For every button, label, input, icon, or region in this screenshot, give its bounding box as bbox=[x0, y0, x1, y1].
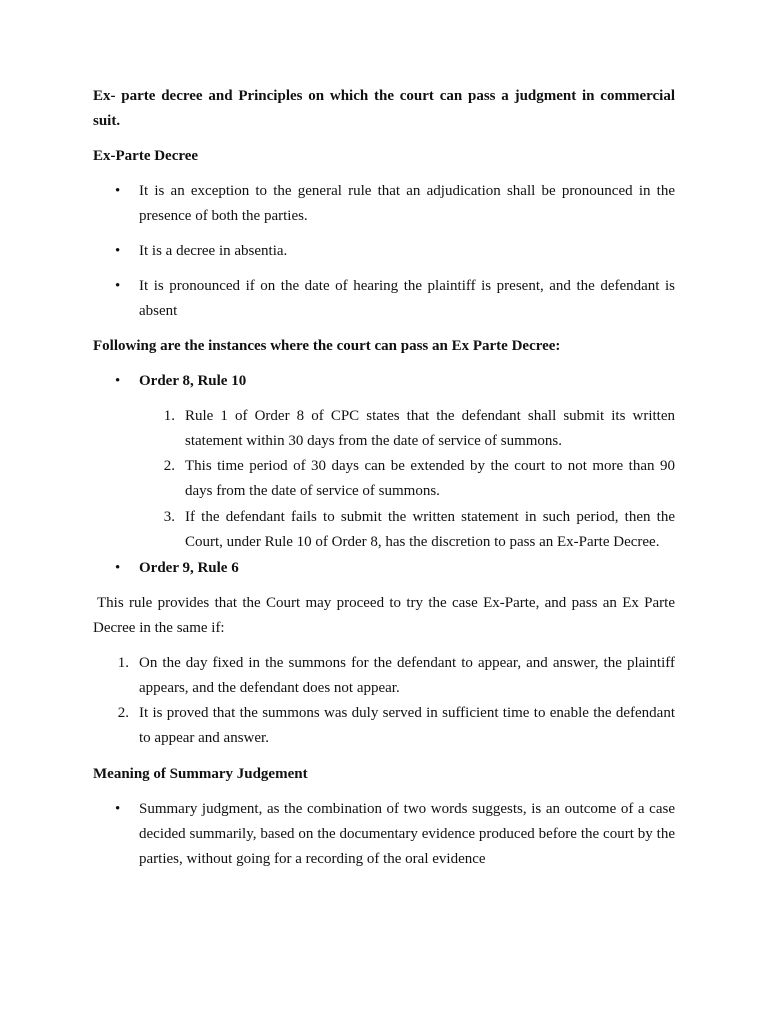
bullet-marker bbox=[115, 556, 123, 581]
bullet-marker bbox=[115, 274, 123, 299]
order-9-label: Order 9, Rule 6 bbox=[139, 560, 239, 576]
numbered-item: This time period of 30 days can be extended by the court to not more than 90 days from the date of service of summons. bbox=[185, 458, 675, 499]
numbered-item: If the defendant fails to submit the written statement in such period, then the Court, under Rule 10 of Order 8, has the discretion to pass an Ex-Parte Decree. bbox=[185, 509, 675, 550]
list-number: 3. bbox=[163, 509, 175, 525]
list-number: 2. bbox=[163, 458, 175, 474]
bullet-marker bbox=[115, 797, 123, 822]
numbered-item: Rule 1 of Order 8 of CPC states that the defendant shall submit its written statement within 30 days from the date of service of summons. bbox=[185, 408, 675, 449]
list-number: 1. bbox=[163, 408, 175, 424]
list-number: 2. bbox=[117, 705, 129, 721]
section-heading-summary: Meaning of Summary Judgement bbox=[93, 766, 308, 782]
order-8-label: Order 8, Rule 10 bbox=[139, 373, 247, 389]
numbered-item: It is proved that the summons was duly served in sufficient time to enable the defendant to appear and answer. bbox=[139, 705, 675, 746]
list-number: 1. bbox=[117, 655, 129, 671]
document-title: Ex- parte decree and Principles on which the court can pass a judgment in commercial suit. bbox=[93, 88, 675, 129]
list-item: It is an exception to the general rule that an adjudication shall be pronounced in the presence of both the parties. bbox=[139, 183, 675, 224]
list-item: It is pronounced if on the date of hearing the plaintiff is present, and the defendant is absent bbox=[139, 278, 675, 319]
order-9-intro: This rule provides that the Court may proceed to try the case Ex-Parte, and pass an Ex Parte Decree in the same if: bbox=[93, 595, 675, 636]
bullet-marker bbox=[115, 179, 123, 204]
instances-heading: Following are the instances where the court can pass an Ex Parte Decree: bbox=[93, 338, 561, 354]
section-heading-ex-parte: Ex-Parte Decree bbox=[93, 148, 199, 164]
list-item: Summary judgment, as the combination of two words suggests, is an outcome of a case decided summarily, based on the documentary evidence produced before the court by the parties, without going for a recording of the oral evidence bbox=[139, 801, 675, 867]
bullet-marker bbox=[115, 369, 123, 394]
list-item: It is a decree in absentia. bbox=[139, 243, 288, 259]
bullet-marker bbox=[115, 239, 123, 264]
numbered-item: On the day fixed in the summons for the defendant to appear, and answer, the plaintiff appears, and the defendant does not appear. bbox=[139, 655, 675, 696]
